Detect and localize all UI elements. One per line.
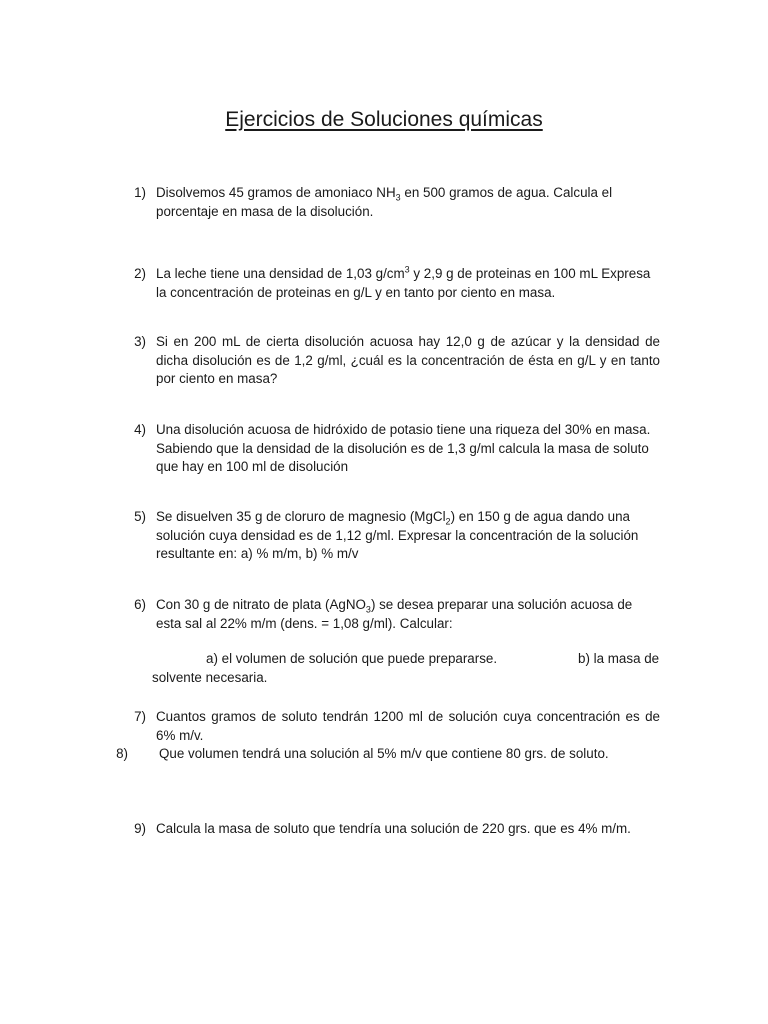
exercise-text: Que volumen tendrá una solución al 5% m/v que contiene 80 grs. de soluto. [159,746,609,761]
exercise-number: 9) [134,821,146,836]
exercise-number: 6) [134,597,146,612]
exercise-text: La leche tiene una densidad de 1,03 $g/cm^3$ y 2,9 g de proteinas en 100 mL Expresa la concentración de proteinas en g/L y en tanto por ciento en masa. [156,264,651,300]
exercise-text: Disolvemos 45 gramos de amoniaco $NH_3$ en 500 gramos de agua. Calcula el porcentaje en masa de la disolución. [156,185,613,219]
exercise-number: 1) [134,185,146,200]
exercise-text: Con 30 g de nitrato de plata (AgNO$_3$) se desea preparar una solución acuosa de esta sal al 22% m/m (dens. = 1,08 g/ml). Calcular: [156,597,633,631]
exercise-6-part-b: b) la masa de [578,651,660,666]
exercise-text: Se disuelven 35 g de cloruro de magnesio (MgCl$_2$) en 150 g de agua dando una solución cuya densidad es de 1,12 g/ml. Expresar la concentración de la solución resultante en: a) % m/m, b) % m/v [156,509,639,561]
page-title: Ejercicios de Soluciones químicas [225,108,543,131]
exercise-number: 5) [134,509,146,524]
exercise-number: 3) [134,334,146,349]
exercise-number: 8) [116,746,128,761]
exercise-6-part-b-cont: solvente necesaria. [152,670,268,685]
exercise-text: Si en 200 mL de cierta disolución acuosa hay 12,0 g de azúcar y la densidad de dicha disolución es de 1,2 g/ml, ¿cuál es la concentración de ésta en g/L y en tanto por ciento en masa? [156,334,660,386]
exercise-number: 7) [134,709,146,724]
exercise-number: 2) [134,266,146,281]
exercise-6-part-a: a) el volumen de solución que puede prepararse. [206,651,498,666]
exercise-number: 4) [134,422,146,437]
exercise-text: Calcula la masa de soluto que tendría una solución de 220 grs. que es 4% m/m. [156,821,631,836]
exercise-text: Cuantos gramos de soluto tendrán 1200 ml de solución cuya concentración es de 6% m/v. [156,709,660,743]
exercise-text: Una disolución acuosa de hidróxido de potasio tiene una riqueza del 30% en masa. Sabiendo que la densidad de la disolución es de 1,3 g/ml calcula la masa de soluto que hay en 100 ml de disolución [156,422,651,474]
